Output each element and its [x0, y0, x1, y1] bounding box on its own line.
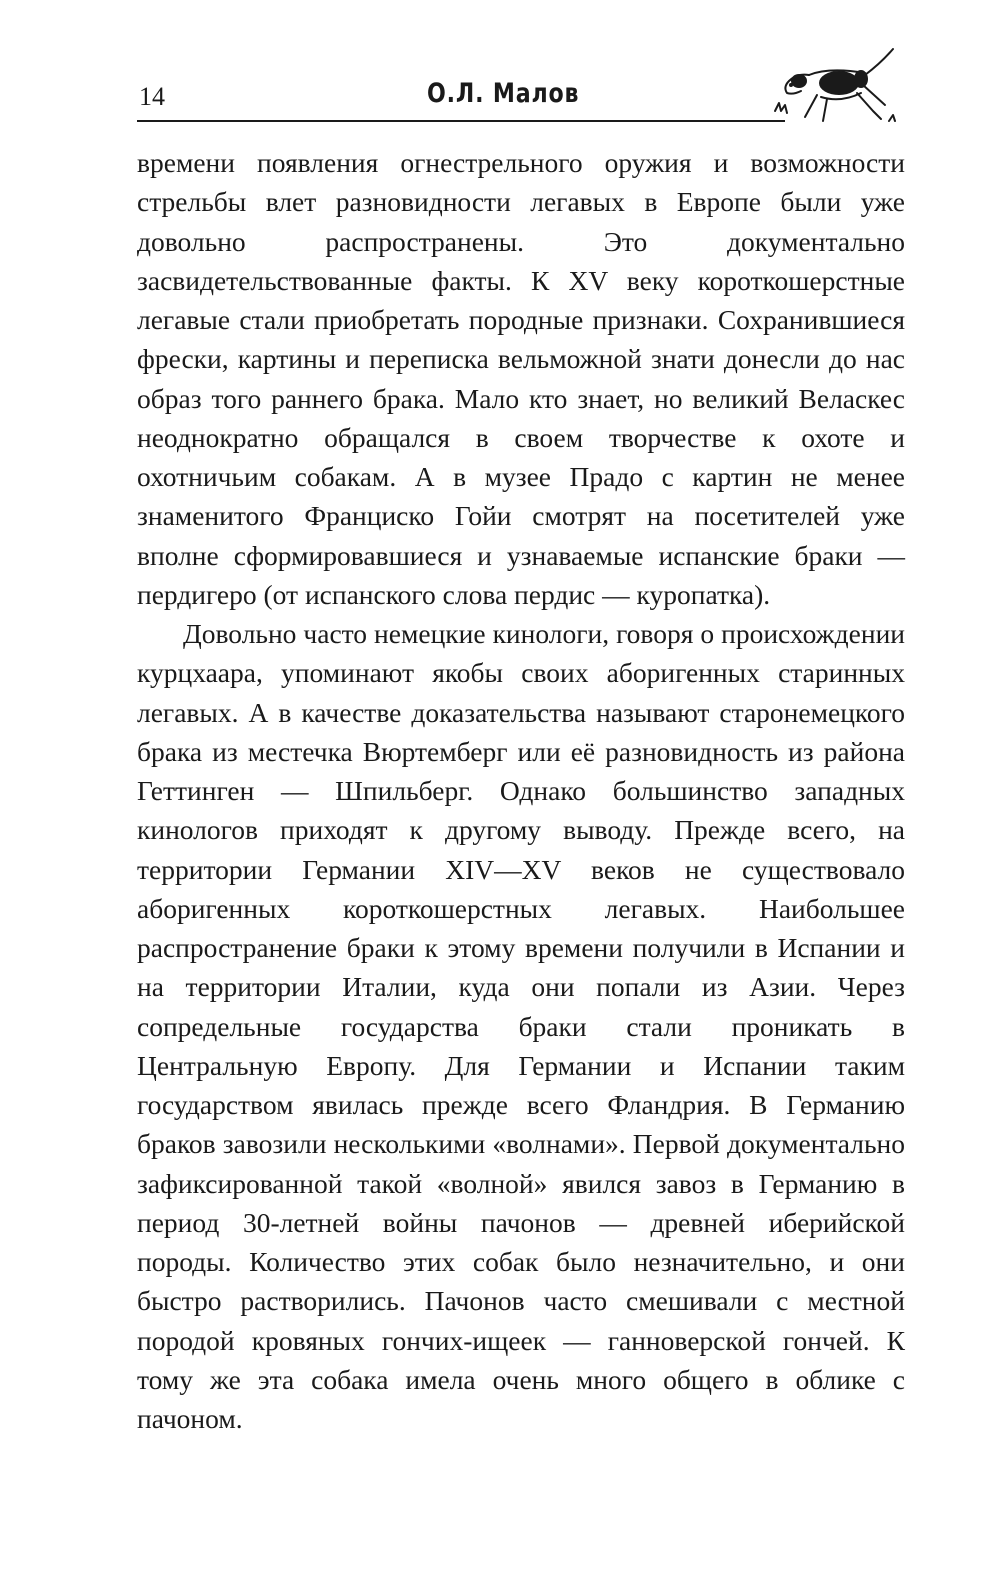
paragraph-1: времени появления огнестрельного оружия и возможности стрельбы влет разновидности легавых в Европе были уже довольно распространены. Это документально засвидетельствованные факты. К XV веку короткошерстные легавые стали приобретать породные признаки. Сохранившиеся фрески, картины и переписка вельможной знати донесли до нас образ того раннего брака. Мало кто знает, но великий Веласкес неоднократно обращался в своем творчестве к охоте и охотничьим собакам. А в музее Прадо с картин не менее знаменитого Франциско Гойи смотрят на посетителей уже вполне сформировавшиеся и узнаваемые испанские браки — пердигеро (от испанского слова пердис — куропатка).: [137, 147, 905, 610]
header-rule: [137, 120, 785, 122]
page-number: 14: [139, 82, 165, 111]
page-header: [137, 60, 905, 122]
pointer-dog-icon: [769, 45, 909, 125]
running-head-author: О.Л. Малов: [427, 78, 580, 109]
body-text: [137, 143, 905, 1438]
paragraph-2: Довольно часто немецкие кинологи, говоря о происхождении курцхаара, упоминают якобы своих аборигенных старинных легавых. А в качестве доказательства называют старонемецкого брака из местечка Вюртемберг или её разновидность из района Геттинген — Шпильберг. Однако большинство западных кинологов приходят к другому выводу. Прежде всего, на территории Германии XIV—XV веков не существовало аборигенных короткошерстных легавых. Наибольшее распространение браки к этому времени получили в Испании и на территории Италии, куда они попали из Азии. Через сопредельные государства браки стали проникать в Центральную Европу. Для Германии и Испании таким государством явилась прежде всего Фландрия. В Германию браков завозили несколькими «волнами». Первой документально зафиксированной такой «волной» явился завоз в Германию в период 30-летней войны пачонов — древней иберийской породы. Количество этих собак было незначительно, и они быстро растворились. Пачонов часто смешивали с местной породой кровяных гончих-ищеек — ганноверской гончей. К тому же эта собака имела очень много общего в облике с пачоном.: [137, 618, 905, 1434]
